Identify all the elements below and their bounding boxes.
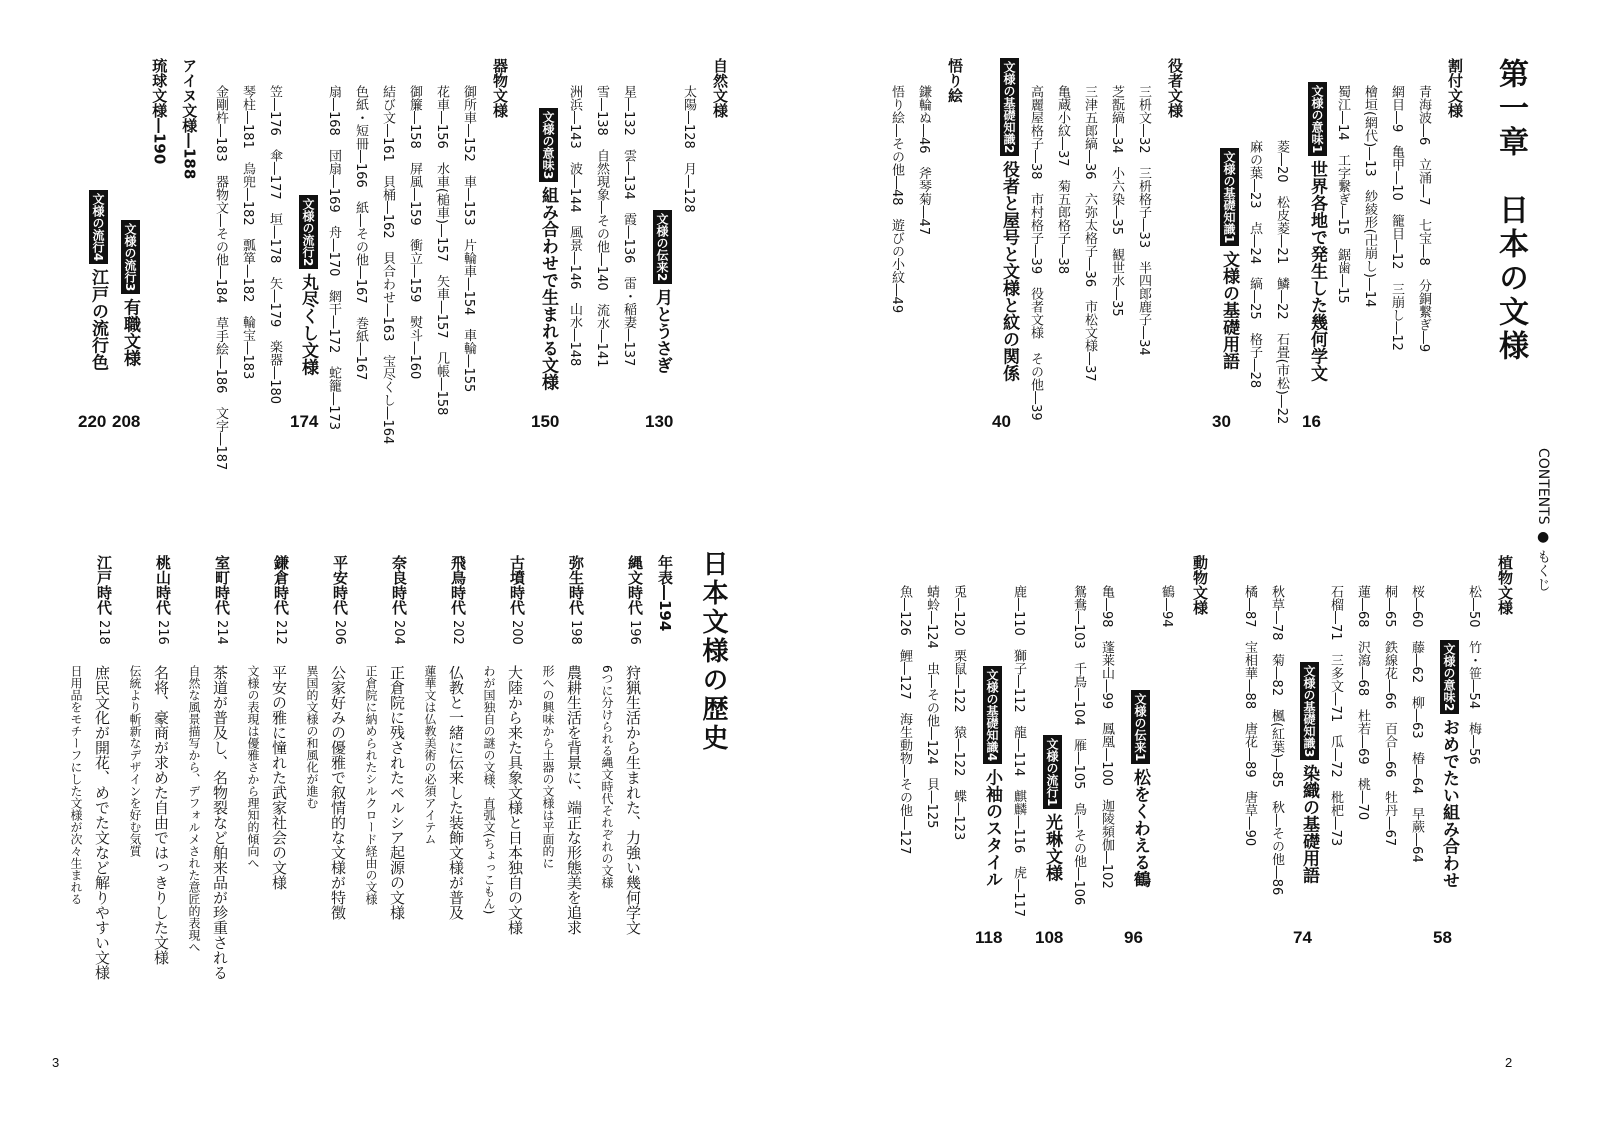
era-main-desc: 仏教と一緒に伝来した装飾文様が普及 xyxy=(447,665,465,920)
feature-badge: 文様の流行1 xyxy=(1043,735,1062,809)
toc-line[interactable]: 星―132 雲―134 霞―136 雷・稲妻―137 xyxy=(620,85,636,367)
era-name[interactable]: 縄文時代 xyxy=(626,555,644,615)
feature-page: 16 xyxy=(1302,412,1321,431)
page-number-right: 2 xyxy=(1505,1055,1513,1070)
toc-line[interactable]: 御所車―152 車―153 片輪車―154 車輪―155 xyxy=(460,85,476,393)
feature-title: 組み合わせで生まれる文様 xyxy=(538,186,558,391)
history-title: 日本文様の歴史 xyxy=(698,550,728,753)
feature-page: 58 xyxy=(1433,928,1452,947)
toc-line[interactable]: 蜀江―14 工字繋ぎ―15 鋸歯―15 xyxy=(1334,85,1350,304)
toc-line[interactable]: 網目―9 亀甲―10 籠目―12 三崩し―12 xyxy=(1388,85,1404,351)
feature-page: 150 xyxy=(531,412,560,431)
section-head-shizen: 自然文様 xyxy=(711,58,729,118)
feature-title: 文様の基礎用語 xyxy=(1219,250,1239,370)
feature-page: 96 xyxy=(1124,928,1143,947)
era-sub-desc: 自然な風景描写から、デフォルメされた意匠的表現へ xyxy=(187,665,201,953)
toc-line[interactable]: 悟り絵―その他―48 遊びの小紋―49 xyxy=(888,85,904,314)
toc-line[interactable]: 琴柱―181 烏兜―182 瓢箪―182 輪宝―183 xyxy=(239,85,255,380)
toc-feature[interactable] xyxy=(1040,735,1065,881)
era-sub-desc: 異国的文様の和風化が進む xyxy=(305,665,319,809)
section-head-kibutsu: 器物文様 xyxy=(491,58,509,118)
feature-page: 174 xyxy=(290,412,319,431)
feature-page: 208 xyxy=(112,412,141,431)
era-name[interactable]: 室町時代 xyxy=(213,555,231,615)
section-head-yakusha: 役者文様 xyxy=(1166,58,1184,118)
feature-page: 130 xyxy=(645,412,674,431)
toc-line[interactable]: 洲浜―143 波―144 風景―146 山水―148 xyxy=(566,85,582,367)
era-page: 212 xyxy=(272,620,288,645)
era-main-desc: 狩猟生活から生まれた、力強い幾何学文 xyxy=(624,665,642,935)
era-main-desc: 茶道が普及し、名物裂など舶来品が珍重される xyxy=(211,665,229,980)
toc-line[interactable]: 鴛鴦―103 千鳥―104 雁―105 鳥―その他―106 xyxy=(1070,585,1086,906)
section-head-shokubutsu: 植物文様 xyxy=(1496,555,1514,615)
toc-line[interactable]: 扇―168 団扇―169 舟―170 網干―172 蛇籠―173 xyxy=(325,85,341,431)
feature-title: 光琳文様 xyxy=(1042,813,1062,882)
feature-title: 松をくわえる鶴 xyxy=(1130,768,1150,888)
era-name[interactable]: 鎌倉時代 xyxy=(272,555,290,615)
toc-line[interactable]: 秋草―78 菊―82 楓(紅葉)―85 秋―その他―86 xyxy=(1268,585,1284,896)
toc-feature[interactable] xyxy=(1437,640,1462,888)
toc-line[interactable]: 桐―65 鉄線花―66 百合―66 牡丹―67 xyxy=(1381,585,1397,847)
feature-title: 役者と屋号と文様と紋の関係 xyxy=(999,160,1019,382)
nenpyo[interactable]: 年表―194 xyxy=(656,555,674,632)
era-sub-desc: 蓮華文は仏教美術の必須アイテム xyxy=(423,665,437,845)
toc-line[interactable]: 橘―87 宝相華―88 唐花―89 唐草―90 xyxy=(1241,585,1257,847)
era-name[interactable]: 江戸時代 xyxy=(95,555,113,615)
era-sub-desc: わが国独自の謎の文様、直弧文(ちょっこもん) xyxy=(482,665,496,915)
toc-line[interactable]: 菱―20 松皮菱―21 鱗―22 石畳(市松)―22 xyxy=(1273,140,1289,425)
feature-page: 108 xyxy=(1035,928,1064,947)
era-page: 196 xyxy=(626,620,642,645)
feature-badge: 文様の基礎知識1 xyxy=(1220,148,1239,246)
era-page: 200 xyxy=(508,620,524,645)
feature-badge: 文様の伝来1 xyxy=(1131,690,1150,764)
toc-line[interactable]: 石榴―71 三多文―71 瓜―72 枇杷―73 xyxy=(1327,585,1343,847)
feature-title: 染織の基礎用語 xyxy=(1299,764,1319,884)
era-page: 202 xyxy=(449,620,465,645)
toc-feature[interactable] xyxy=(1297,662,1322,883)
feature-title: おめでたい組み合わせ xyxy=(1439,718,1459,889)
toc-feature[interactable] xyxy=(86,190,111,370)
feature-badge: 文様の基礎知識4 xyxy=(983,666,1002,764)
toc-line[interactable]: 鎌輪ぬ―46 斧琴菊―47 xyxy=(915,85,931,236)
era-sub-desc: 正倉院に納められたシルクロード経由の文様 xyxy=(364,665,378,905)
toc-line[interactable]: 蓮―68 沢瀉―68 杜若―69 桃―70 xyxy=(1354,585,1370,821)
toc-line[interactable]: 青海波―6 立涌―7 七宝―8 分銅繋ぎ―9 xyxy=(1415,85,1431,353)
toc-feature[interactable] xyxy=(980,666,1005,887)
toc-line[interactable]: 御簾―158 屏風―159 衝立―159 熨斗―160 xyxy=(406,85,422,380)
toc-line[interactable]: 蜻蛉―124 虫―その他―124 貝―125 xyxy=(923,585,939,829)
era-main-desc: 農耕生活を背景に、端正な形態美を追求 xyxy=(565,665,583,935)
section-head-warituke: 割付文様 xyxy=(1446,58,1464,118)
era-sub-desc: 文様の表現は優雅さから理知的傾向へ xyxy=(246,665,260,869)
era-main-desc: 正倉院に残されたペルシア起源の文様 xyxy=(388,665,406,920)
era-main-desc: 名将、豪商が求めた自由ではっきりした文様 xyxy=(152,665,170,965)
feature-badge: 文様の流行3 xyxy=(121,220,140,294)
toc-feature[interactable] xyxy=(650,210,675,373)
feature-title: 小袖のスタイル xyxy=(982,768,1002,888)
toc-line[interactable]: 金剛杵―183 器物文―その他―184 草手絵―186 文字―187 xyxy=(212,85,228,471)
era-sub-desc: 形への興味から土器の文様は平面的に xyxy=(541,665,555,869)
era-page: 198 xyxy=(567,620,583,645)
toc-feature[interactable] xyxy=(1217,148,1242,369)
feature-page: 118 xyxy=(975,928,1003,947)
feature-badge: 文様の意味3 xyxy=(539,108,558,182)
toc-line[interactable]: 松―50 竹・笹―54 梅―56 xyxy=(1465,585,1481,765)
era-page: 204 xyxy=(390,620,406,645)
feature-title: 有職文様 xyxy=(120,298,140,367)
era-sub-desc: 日用品をモチーフにした文様が次々生まれる xyxy=(69,665,83,905)
section-head-doubutsu: 動物文様 xyxy=(1191,555,1209,615)
toc-line[interactable]: 高麗屋格子―38 市村格子―39 役者文様 その他―39 xyxy=(1027,85,1043,421)
era-main-desc: 平安の雅に憧れた武家社会の文様 xyxy=(270,665,288,890)
toc-line[interactable]: 麻の葉―23 点―24 縞―25 格子―28 xyxy=(1246,140,1262,389)
section-head-satorie: 悟り絵 xyxy=(946,58,964,103)
toc-line[interactable]: 三枡文―32 三枡格子―33 半四郎鹿子―34 xyxy=(1135,85,1151,356)
era-page: 218 xyxy=(95,620,111,645)
feature-badge: 文様の流行4 xyxy=(89,190,108,264)
toc-line[interactable]: 芝翫縞―34 小六染―35 観世水―35 xyxy=(1108,85,1124,317)
toc-line[interactable]: アイヌ文様―188 xyxy=(180,58,199,180)
era-sub-desc: 伝統より斬新なデザインを好む気質 xyxy=(128,665,142,857)
feature-page: 74 xyxy=(1293,928,1312,947)
feature-page: 30 xyxy=(1212,412,1231,431)
toc-line[interactable]: 太陽―128 月―128 xyxy=(680,85,696,213)
feature-badge: 文様の基礎知識2 xyxy=(1000,58,1019,156)
toc-feature[interactable] xyxy=(536,108,561,390)
era-sub-desc: 6つに分けられる縄文時代それぞれの文様 xyxy=(600,665,614,889)
feature-title: 江戸の流行色 xyxy=(88,268,108,371)
era-name[interactable]: 平安時代 xyxy=(331,555,349,615)
toc-feature[interactable] xyxy=(296,195,321,375)
toc-feature[interactable] xyxy=(1305,82,1330,381)
feature-page: 220 xyxy=(78,412,107,431)
feature-badge: 文様の基礎知識3 xyxy=(1300,662,1319,760)
toc-line[interactable]: 花車―156 水車(槌車)―157 矢車―157 几帳―158 xyxy=(433,85,449,416)
era-name[interactable]: 奈良時代 xyxy=(390,555,408,615)
toc-line[interactable]: 亀蔵小紋―37 菊五郎格子―38 xyxy=(1054,85,1070,275)
feature-title: 世界各地で発生した幾何学文 xyxy=(1307,160,1327,382)
page-number-left: 3 xyxy=(52,1055,60,1070)
era-page: 216 xyxy=(154,620,170,645)
feature-title: 丸尽くし文様 xyxy=(298,273,318,376)
feature-badge: 文様の伝来2 xyxy=(653,210,672,284)
toc-line[interactable]: 笠―176 傘―177 垣―178 矢―179 楽器―180 xyxy=(266,85,282,405)
feature-badge: 文様の意味1 xyxy=(1308,82,1327,156)
toc-line[interactable]: 色紙・短冊―166 紙―その他―167 巻紙―167 xyxy=(352,85,368,381)
toc-line[interactable]: 三津五郎縞―36 六弥太格子―36 市松文様―37 xyxy=(1081,85,1097,382)
toc-line[interactable]: 兎―120 栗鼠―122 猿―122 蝶―123 xyxy=(950,585,966,841)
feature-page: 40 xyxy=(992,412,1011,431)
toc-line[interactable]: 檜垣(網代)―13 紗綾形(卍崩し)―14 xyxy=(1361,85,1377,308)
era-main-desc: 大陸から来た具象文様と日本独自の文様 xyxy=(506,665,524,935)
era-name[interactable]: 飛鳥時代 xyxy=(449,555,467,615)
toc-line[interactable]: 結び文―161 貝桶―162 貝合わせ―163 宝尽くし―164 xyxy=(379,85,395,445)
era-name[interactable]: 弥生時代 xyxy=(567,555,585,615)
toc-feature[interactable] xyxy=(1128,690,1153,887)
toc-line[interactable]: 鹿―110 獅子―112 龍―114 麒麟―116 虎―117 xyxy=(1010,585,1026,918)
feature-badge: 文様の流行2 xyxy=(299,195,318,269)
feature-badge: 文様の意味2 xyxy=(1440,640,1459,714)
toc-line[interactable]: 亀―98 蓬莱山―99 鳳凰―100 迦陵頻伽―102 xyxy=(1098,585,1114,889)
chapter-title: 第一章 日本の文様 xyxy=(1493,58,1528,364)
toc-line[interactable]: 魚―126 鯉―127 海生動物―その他―127 xyxy=(896,585,912,855)
era-name[interactable]: 桃山時代 xyxy=(154,555,172,615)
era-main-desc: 公家好みの優雅で叙情的な文様が特徴 xyxy=(329,665,347,920)
toc-feature[interactable] xyxy=(997,58,1022,381)
era-page: 214 xyxy=(213,620,229,645)
era-name[interactable]: 古墳時代 xyxy=(508,555,526,615)
toc-line[interactable]: 雪―138 自然現象―その他―140 流水―141 xyxy=(593,85,609,368)
toc-feature[interactable] xyxy=(118,220,143,366)
era-main-desc: 庶民文化が開花、めでた文など解りやすい文様 xyxy=(93,665,111,980)
toc-line[interactable]: 桜―60 藤―62 柳―63 椿―64 早蕨―64 xyxy=(1408,585,1424,863)
feature-title: 月とうさぎ xyxy=(652,288,672,374)
toc-line[interactable]: 鶴―94 xyxy=(1158,585,1174,628)
contents-label: CONTENTS ● もくじ xyxy=(1535,448,1552,592)
era-page: 206 xyxy=(331,620,347,645)
toc-line[interactable]: 琉球文様―190 xyxy=(150,58,169,165)
